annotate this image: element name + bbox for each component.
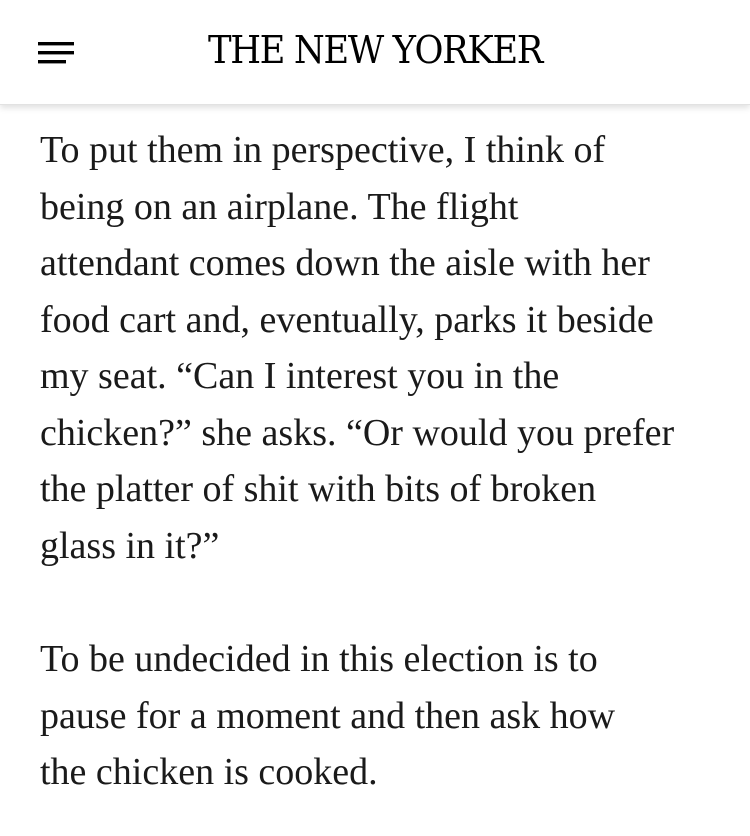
- text-line: To put them in perspective, I think of: [40, 129, 606, 171]
- article-body: [40, 122, 730, 801]
- text-line: pause for a moment and then ask how: [40, 694, 616, 737]
- text-line: glass in it?”: [40, 524, 220, 567]
- article-paragraph: [40, 122, 730, 574]
- text-line: the platter of shit with bits of broken: [40, 468, 597, 510]
- text-line: the chicken is cooked.: [40, 751, 378, 793]
- text-line: food cart and, eventually, parks it beside: [40, 298, 654, 341]
- masthead-logo[interactable]: THE NEW YORKER: [208, 28, 542, 72]
- text-line: being on an airplane. The flight: [40, 185, 519, 228]
- text-line: my seat. “Can I interest you in the: [40, 355, 560, 397]
- site-header: [0, 0, 750, 105]
- text-line: To be undecided in this election is to: [40, 638, 598, 680]
- article-paragraph: [40, 631, 730, 801]
- text-line: chicken?” she asks. “Or would you prefer: [40, 411, 675, 454]
- text-line: attendant comes down the aisle with her: [40, 242, 650, 284]
